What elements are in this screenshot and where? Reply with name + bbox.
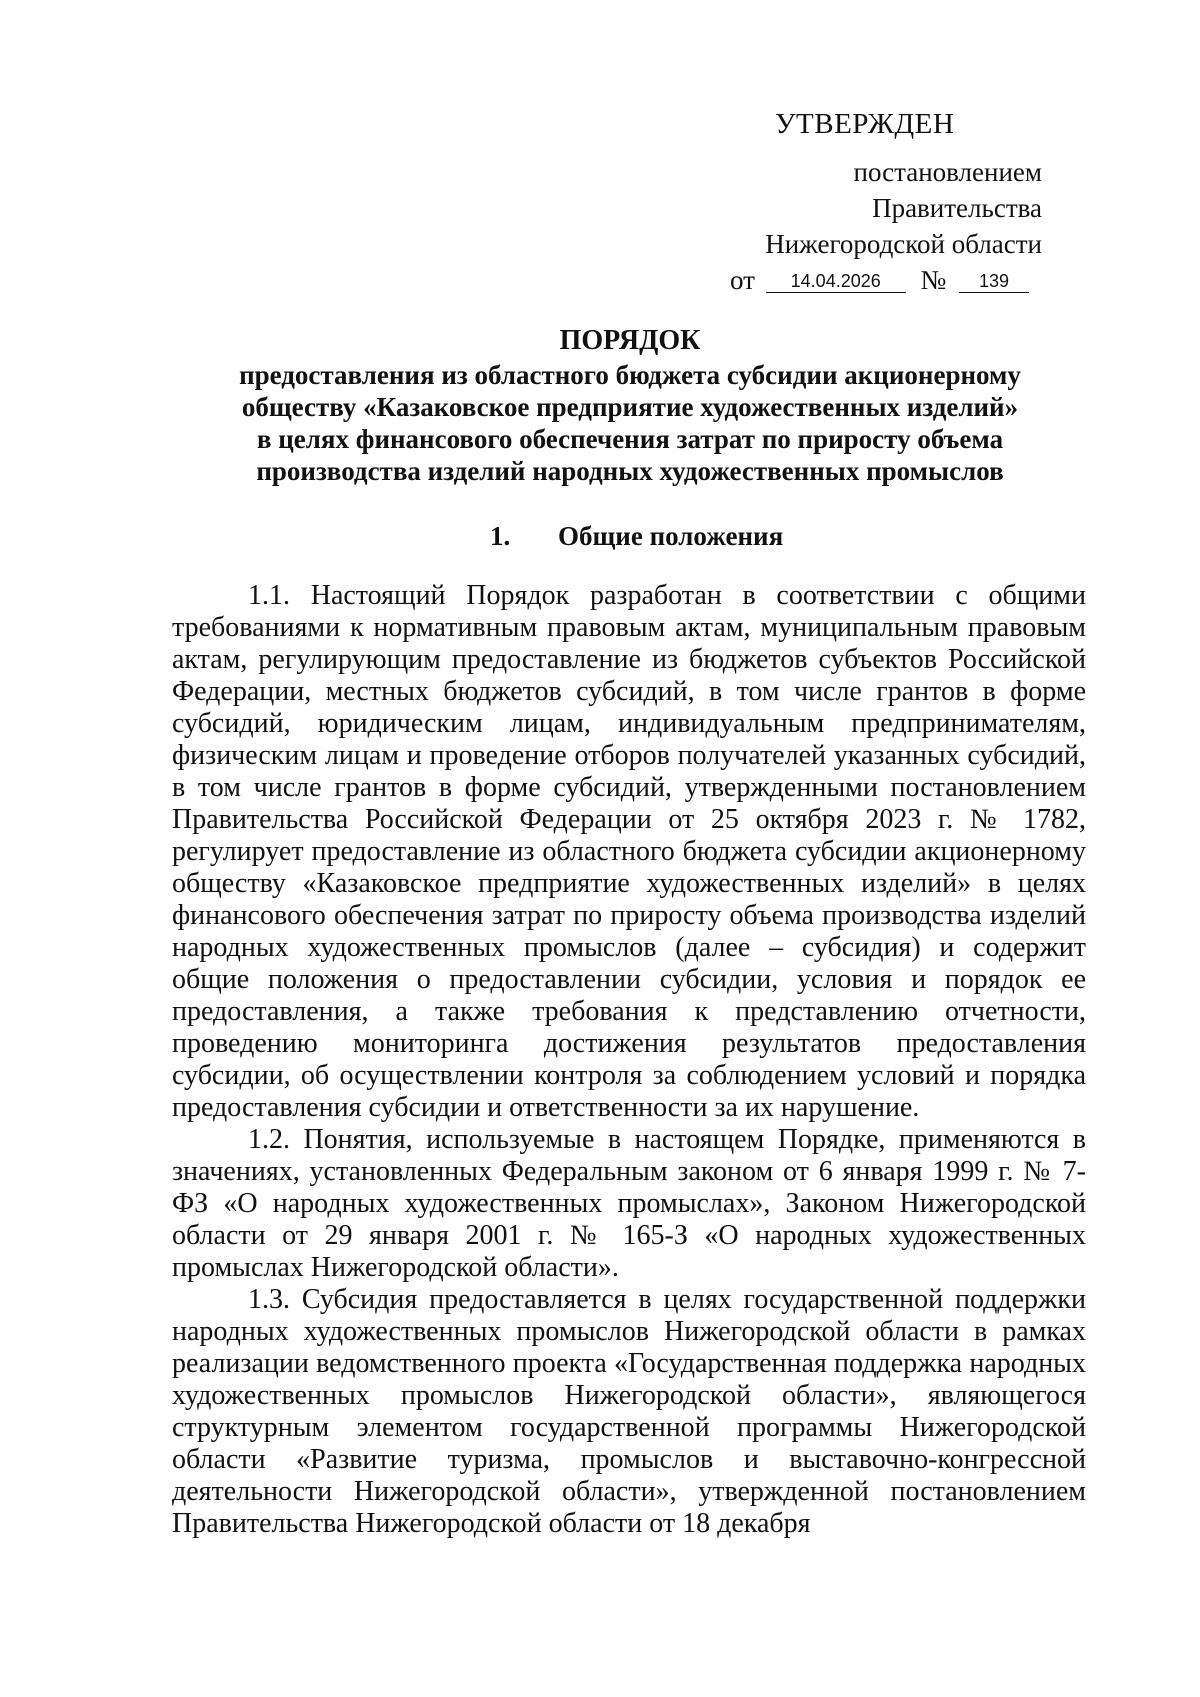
section-name: Общие положения	[558, 521, 784, 551]
date-prefix: от	[730, 265, 755, 295]
approval-line-region: Нижегородской области	[765, 229, 1042, 259]
document-body	[172, 580, 1086, 1540]
title-line: в целях финансового обеспечения затрат по приросту объема	[256, 424, 1004, 454]
approval-heading: УТВЕРЖДЕН	[775, 108, 955, 140]
section-number: 1.	[490, 521, 511, 551]
paragraph-1-3: 1.3. Субсидия предоставляется в целях государственной поддержки народных художественных промыслов Нижегородской области в рамках реализации ведомственного проекта «Государственная поддержка народных художественных промыслов Нижегородской области», являющегося структурным элементом государственной программы Нижегородской области «Развитие туризма, промыслов и выставочно-конгрессной деятельности Нижегородской области», утвержденной постановлением Правительства Нижегородской области от 18 декабря	[172, 1284, 1086, 1539]
paragraph-1-2: 1.2. Понятия, используемые в настоящем Порядке, применяются в значениях, установленных Федеральным законом от 6 января 1999 г. № 7-ФЗ «О народных художественных промыслах», Законом Нижегородской области от 29 января 2001 г. № 165-З «О народных художественных промыслах Нижегородской области».	[172, 1124, 1086, 1283]
title-line: производства изделий народных художественных промыслов	[256, 456, 1004, 486]
approval-stamp	[680, 106, 1050, 298]
title-main: ПОРЯДОК	[559, 325, 701, 356]
approval-date-row	[730, 262, 1050, 298]
paragraph-1-1: 1.1. Настоящий Порядок разработан в соответствии с общими требованиями к нормативным правовым актам, муниципальным правовым актам, регулирующим предоставление из бюджетов субъектов Российской Федерации, местных бюджетов субсидий, в том числе грантов в форме субсидий, юридическим лицам, индивидуальным предпринимателям, физическим лицам и проведение отборов получателей указанных субсидий, в том числе грантов в форме субсидий, утвержденными постановлением Правительства Российской Федерации от 25 октября 2023 г. № 1782, регулирует предоставление из областного бюджета субсидии акционерному обществу «Казаковское предприятие художественных изделий» в целях финансового обеспечения затрат по приросту объема производства изделий народных художественных промыслов (далее – субсидия) и содержит общие положения о предоставлении субсидии, условия и порядок ее предоставления, а также требования к представлению отчетности, проведению мониторинга достижения результатов предоставления субсидии, об осуществлении контроля за соблюдением условий и порядка предоставления субсидии и ответственности за их нарушение.	[172, 580, 1086, 1123]
approval-number: 139	[959, 270, 1029, 293]
title-line: обществу «Казаковское предприятие художественных изделий»	[241, 392, 1019, 422]
document-title	[150, 325, 1110, 487]
approval-date: 14.04.2026	[766, 270, 906, 293]
title-line: предоставления из областного бюджета субсидии акционерному	[239, 360, 1021, 390]
number-sign: №	[920, 265, 947, 295]
approval-line-decree: постановлением Правительства	[853, 157, 1042, 223]
